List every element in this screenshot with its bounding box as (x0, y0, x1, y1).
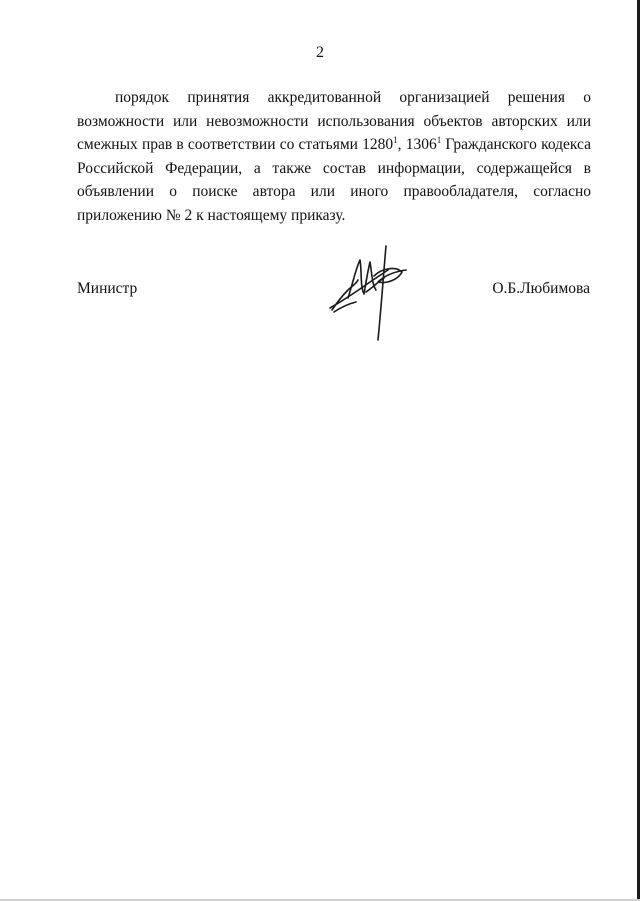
article-superscript-1: 1 (393, 135, 398, 145)
paragraph-text-separator: , 1306 (397, 136, 437, 153)
body-text (77, 86, 591, 227)
signature-stroke (348, 260, 376, 298)
paragraph-text-part-2: Гражданского кодекса Российской Федерации, а также состав информации, содержащейся в объявлении о поиске автора или иного правообладателя, согласно приложению № 2 к настоящему приказу. (77, 136, 591, 224)
page-number: 2 (316, 44, 324, 61)
article-superscript-2: 1 (436, 135, 442, 145)
signature-stroke (330, 270, 388, 308)
signature-icon (326, 238, 412, 342)
paragraph (77, 86, 591, 227)
signatory-name: О.Б.Любимова (492, 280, 590, 297)
paragraph-text-part-1: порядок принятия аккредитованной организацией решения о возможности или невозможности использования объектов авторских или смежных прав в соответствии со статьями 1280 (77, 89, 591, 153)
signature-stroke (378, 246, 386, 340)
signatory-title: Министр (77, 280, 138, 297)
